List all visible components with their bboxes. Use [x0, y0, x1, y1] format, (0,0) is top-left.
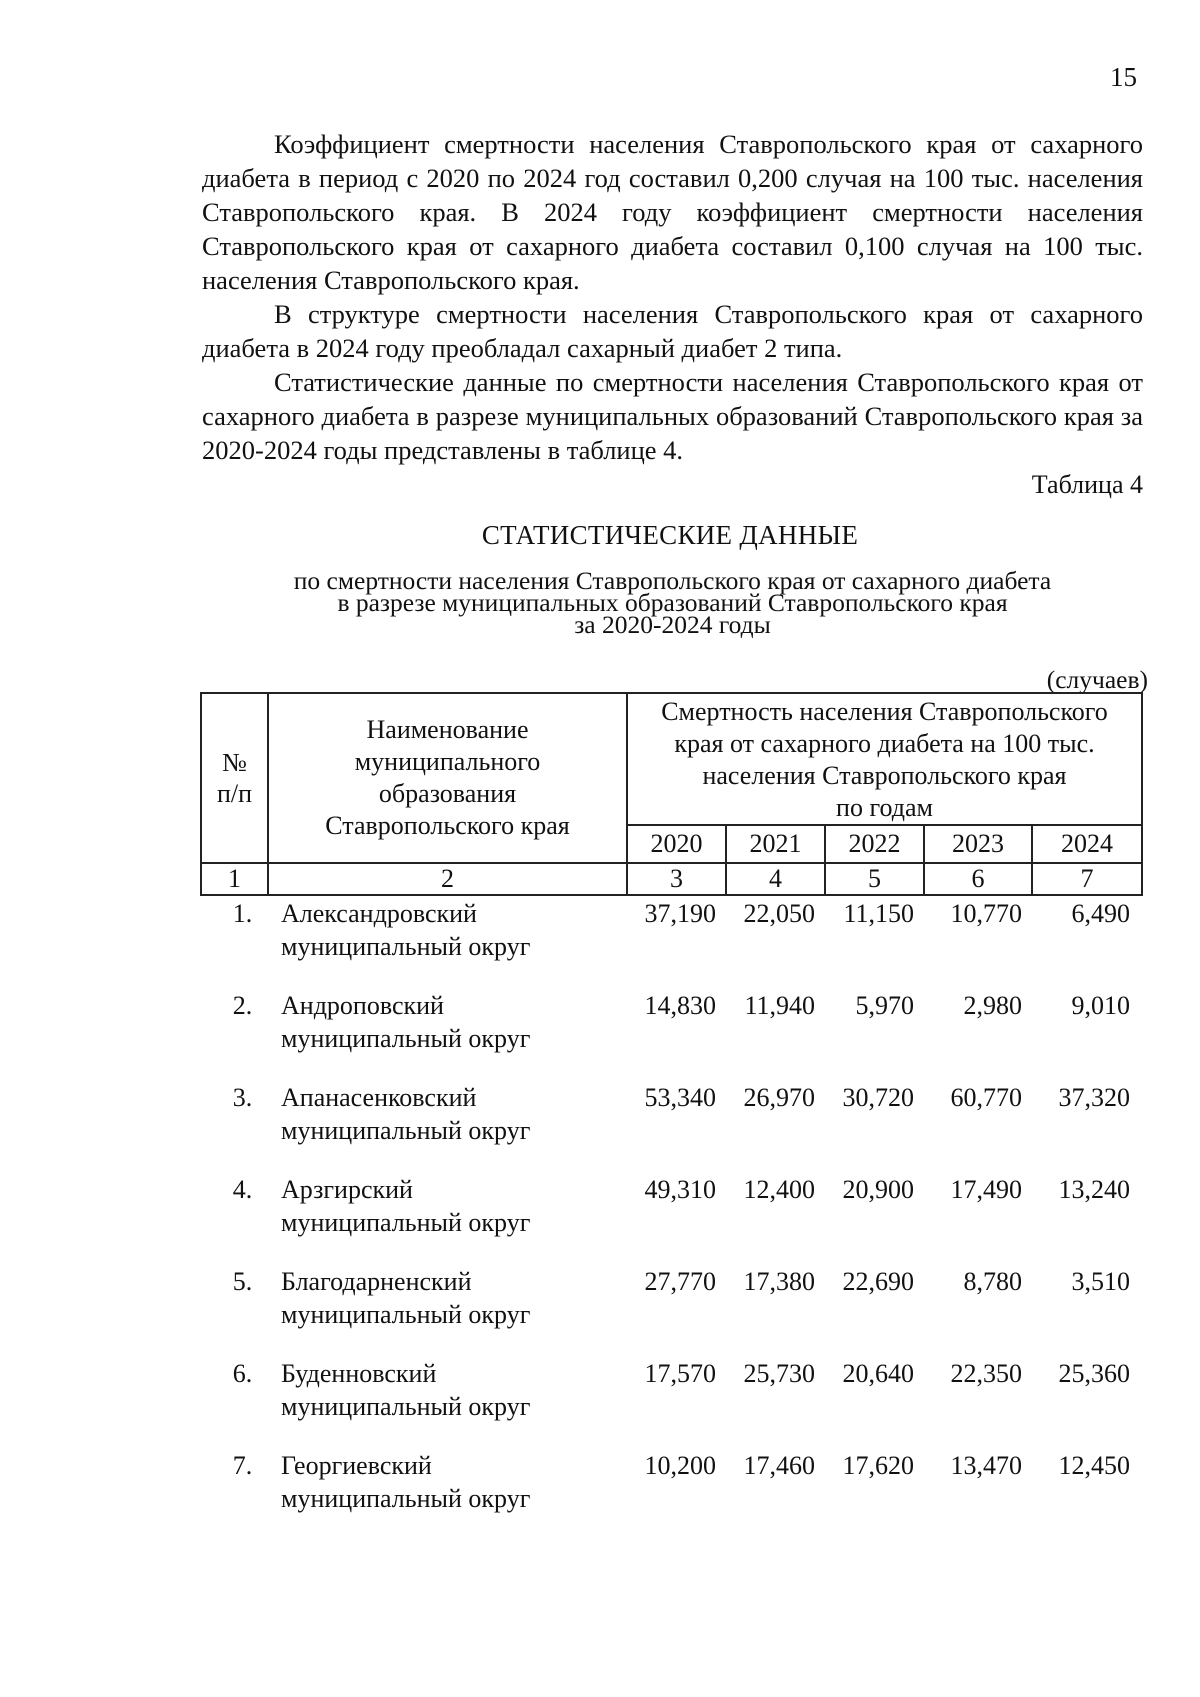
row-municipality-type: муниципальный округ — [281, 1024, 531, 1053]
table-row — [201, 1449, 1142, 1541]
header-group-line: края от сахарного диабета на 100 тыс. — [674, 729, 1095, 758]
header-year-2020: 2020 — [627, 825, 726, 863]
column-index: 1 — [201, 863, 268, 895]
value-2022: 20,640 — [842, 1359, 914, 1388]
value-2021: 12,400 — [743, 1175, 815, 1204]
header-mortality-group — [627, 693, 1142, 825]
value-2022: 17,620 — [842, 1451, 914, 1480]
row-number: 3. — [232, 1083, 253, 1112]
table-label: Таблица 4 — [1031, 470, 1143, 499]
table-subtitle-line: за 2020-2024 годы — [574, 610, 771, 639]
paragraph-1: Коэффициент смертности населения Ставропольского края от сахарного диабета в период с 2020 по 2024 год составил 0,200 случая на 100 тыс. населения Ставропольского края. В 2024 году коэффициент смертности населения Ставропольского края от сахарного диабета составил 0,100 случая на 100 тыс. населения Ставропольского края. — [202, 129, 1143, 295]
row-municipality — [268, 989, 627, 1081]
value-2024: 25,360 — [1058, 1359, 1131, 1388]
value-2024: 3,510 — [1071, 1267, 1131, 1296]
value-2021: 11,940 — [744, 991, 815, 1020]
column-index: 3 — [627, 863, 726, 895]
value-2023: 8,780 — [963, 1267, 1022, 1296]
row-number: 7. — [232, 1451, 253, 1480]
value-2023: 22,350 — [950, 1359, 1022, 1388]
value-2023: 2,980 — [963, 991, 1022, 1020]
value-2021: 17,380 — [743, 1267, 815, 1296]
value-2020: 53,340 — [644, 1083, 716, 1112]
table-subtitle — [202, 566, 1143, 639]
table-row — [201, 1081, 1142, 1173]
row-municipality — [268, 1081, 627, 1173]
row-municipality-name: Андроповский — [281, 991, 444, 1020]
table-row — [201, 989, 1142, 1081]
header-year-2023: 2023 — [924, 825, 1032, 863]
value-2023: 17,490 — [950, 1175, 1022, 1204]
body-text — [202, 127, 1143, 467]
value-2023: 10,770 — [950, 899, 1022, 928]
page-number: 15 — [1110, 62, 1137, 92]
value-2023: 13,470 — [950, 1451, 1022, 1480]
header-name-line: муниципального — [354, 747, 541, 776]
value-2020: 27,770 — [644, 1267, 716, 1296]
value-2021: 17,460 — [743, 1451, 815, 1480]
value-2022: 22,690 — [842, 1267, 914, 1296]
header-name-line: Ставропольского края — [325, 811, 570, 840]
row-municipality-type: муниципальный округ — [281, 1116, 531, 1145]
row-number: 1. — [232, 899, 253, 928]
header-group-line: населения Ставропольского края — [702, 761, 1067, 790]
table-subtitle-line: в разрезе муниципальных образований Ставропольского края — [337, 588, 1008, 617]
column-index: 4 — [726, 863, 825, 895]
row-municipality-type: муниципальный округ — [281, 1300, 531, 1329]
row-number: 2. — [232, 991, 253, 1020]
value-2021: 25,730 — [743, 1359, 815, 1388]
value-2024: 13,240 — [1058, 1175, 1131, 1204]
row-municipality-type: муниципальный округ — [281, 1484, 531, 1513]
header-group-line: по годам — [836, 793, 933, 822]
header-name-line: образования — [378, 779, 517, 808]
row-municipality-type: муниципальный округ — [281, 1208, 531, 1237]
paragraph-3: Статистические данные по смертности населения Ставропольского края от сахарного диабета в разрезе муниципальных образований Ставропольского края за 2020-2024 годы представлены в таблице 4. — [202, 367, 1143, 465]
row-municipality — [268, 1265, 627, 1357]
header-name — [268, 693, 627, 863]
header-number — [201, 693, 268, 863]
value-2024: 9,010 — [1071, 991, 1131, 1020]
table-row — [201, 1357, 1142, 1449]
value-2024: 37,320 — [1058, 1083, 1131, 1112]
value-2024: 12,450 — [1058, 1451, 1131, 1480]
header-group-line: Смертность населения Ставропольского — [661, 697, 1108, 726]
table-row — [201, 1173, 1142, 1265]
statistics-table — [200, 692, 1143, 1541]
value-2022: 5,970 — [855, 991, 914, 1020]
table-row — [201, 895, 1142, 989]
value-2022: 20,900 — [842, 1175, 914, 1204]
value-2020: 14,830 — [644, 991, 716, 1020]
value-2020: 10,200 — [644, 1451, 716, 1480]
row-number: 6. — [232, 1359, 253, 1388]
row-municipality-name: Апанасенковский — [281, 1083, 477, 1112]
column-index: 5 — [825, 863, 924, 895]
row-number: 4. — [232, 1175, 253, 1204]
row-municipality — [268, 1357, 627, 1449]
value-2023: 60,770 — [950, 1083, 1022, 1112]
table-title: СТАТИСТИЧЕСКИЕ ДАННЫЕ — [481, 520, 859, 550]
row-municipality — [268, 895, 627, 989]
value-2021: 22,050 — [743, 899, 815, 928]
value-2020: 17,570 — [644, 1359, 716, 1388]
row-municipality-name: Александровский — [281, 899, 477, 928]
header-year-2021: 2021 — [726, 825, 825, 863]
header-name-line: Наименование — [366, 715, 529, 744]
row-municipality-type: муниципальный округ — [281, 1392, 531, 1421]
header-number-line: № — [222, 748, 247, 777]
value-2021: 26,970 — [743, 1083, 815, 1112]
table-units: (случаев) — [1046, 665, 1148, 694]
row-municipality — [268, 1173, 627, 1265]
table-subtitle-line: по смертности населения Ставропольского края от сахарного диабета — [293, 566, 1052, 595]
column-index: 7 — [1032, 863, 1142, 895]
value-2020: 49,310 — [644, 1175, 716, 1204]
paragraph-2: В структуре смертности населения Ставропольского края от сахарного диабета в 2024 году преобладал сахарный диабет 2 типа. — [202, 299, 1143, 363]
row-municipality — [268, 1449, 627, 1541]
header-year-2024: 2024 — [1032, 825, 1142, 863]
row-municipality-type: муниципальный округ — [281, 932, 531, 961]
value-2024: 6,490 — [1071, 899, 1131, 928]
row-municipality-name: Георгиевский — [281, 1451, 432, 1480]
value-2022: 11,150 — [843, 899, 914, 928]
header-year-2022: 2022 — [825, 825, 924, 863]
table-row — [201, 1265, 1142, 1357]
row-municipality-name: Арзгирский — [281, 1175, 413, 1204]
row-municipality-name: Буденновский — [281, 1359, 437, 1388]
value-2020: 37,190 — [644, 899, 716, 928]
row-municipality-name: Благодарненский — [281, 1267, 472, 1296]
row-number: 5. — [232, 1267, 253, 1296]
column-index: 6 — [924, 863, 1032, 895]
column-index: 2 — [268, 863, 627, 895]
value-2022: 30,720 — [842, 1083, 914, 1112]
header-number-line: п/п — [216, 779, 253, 808]
